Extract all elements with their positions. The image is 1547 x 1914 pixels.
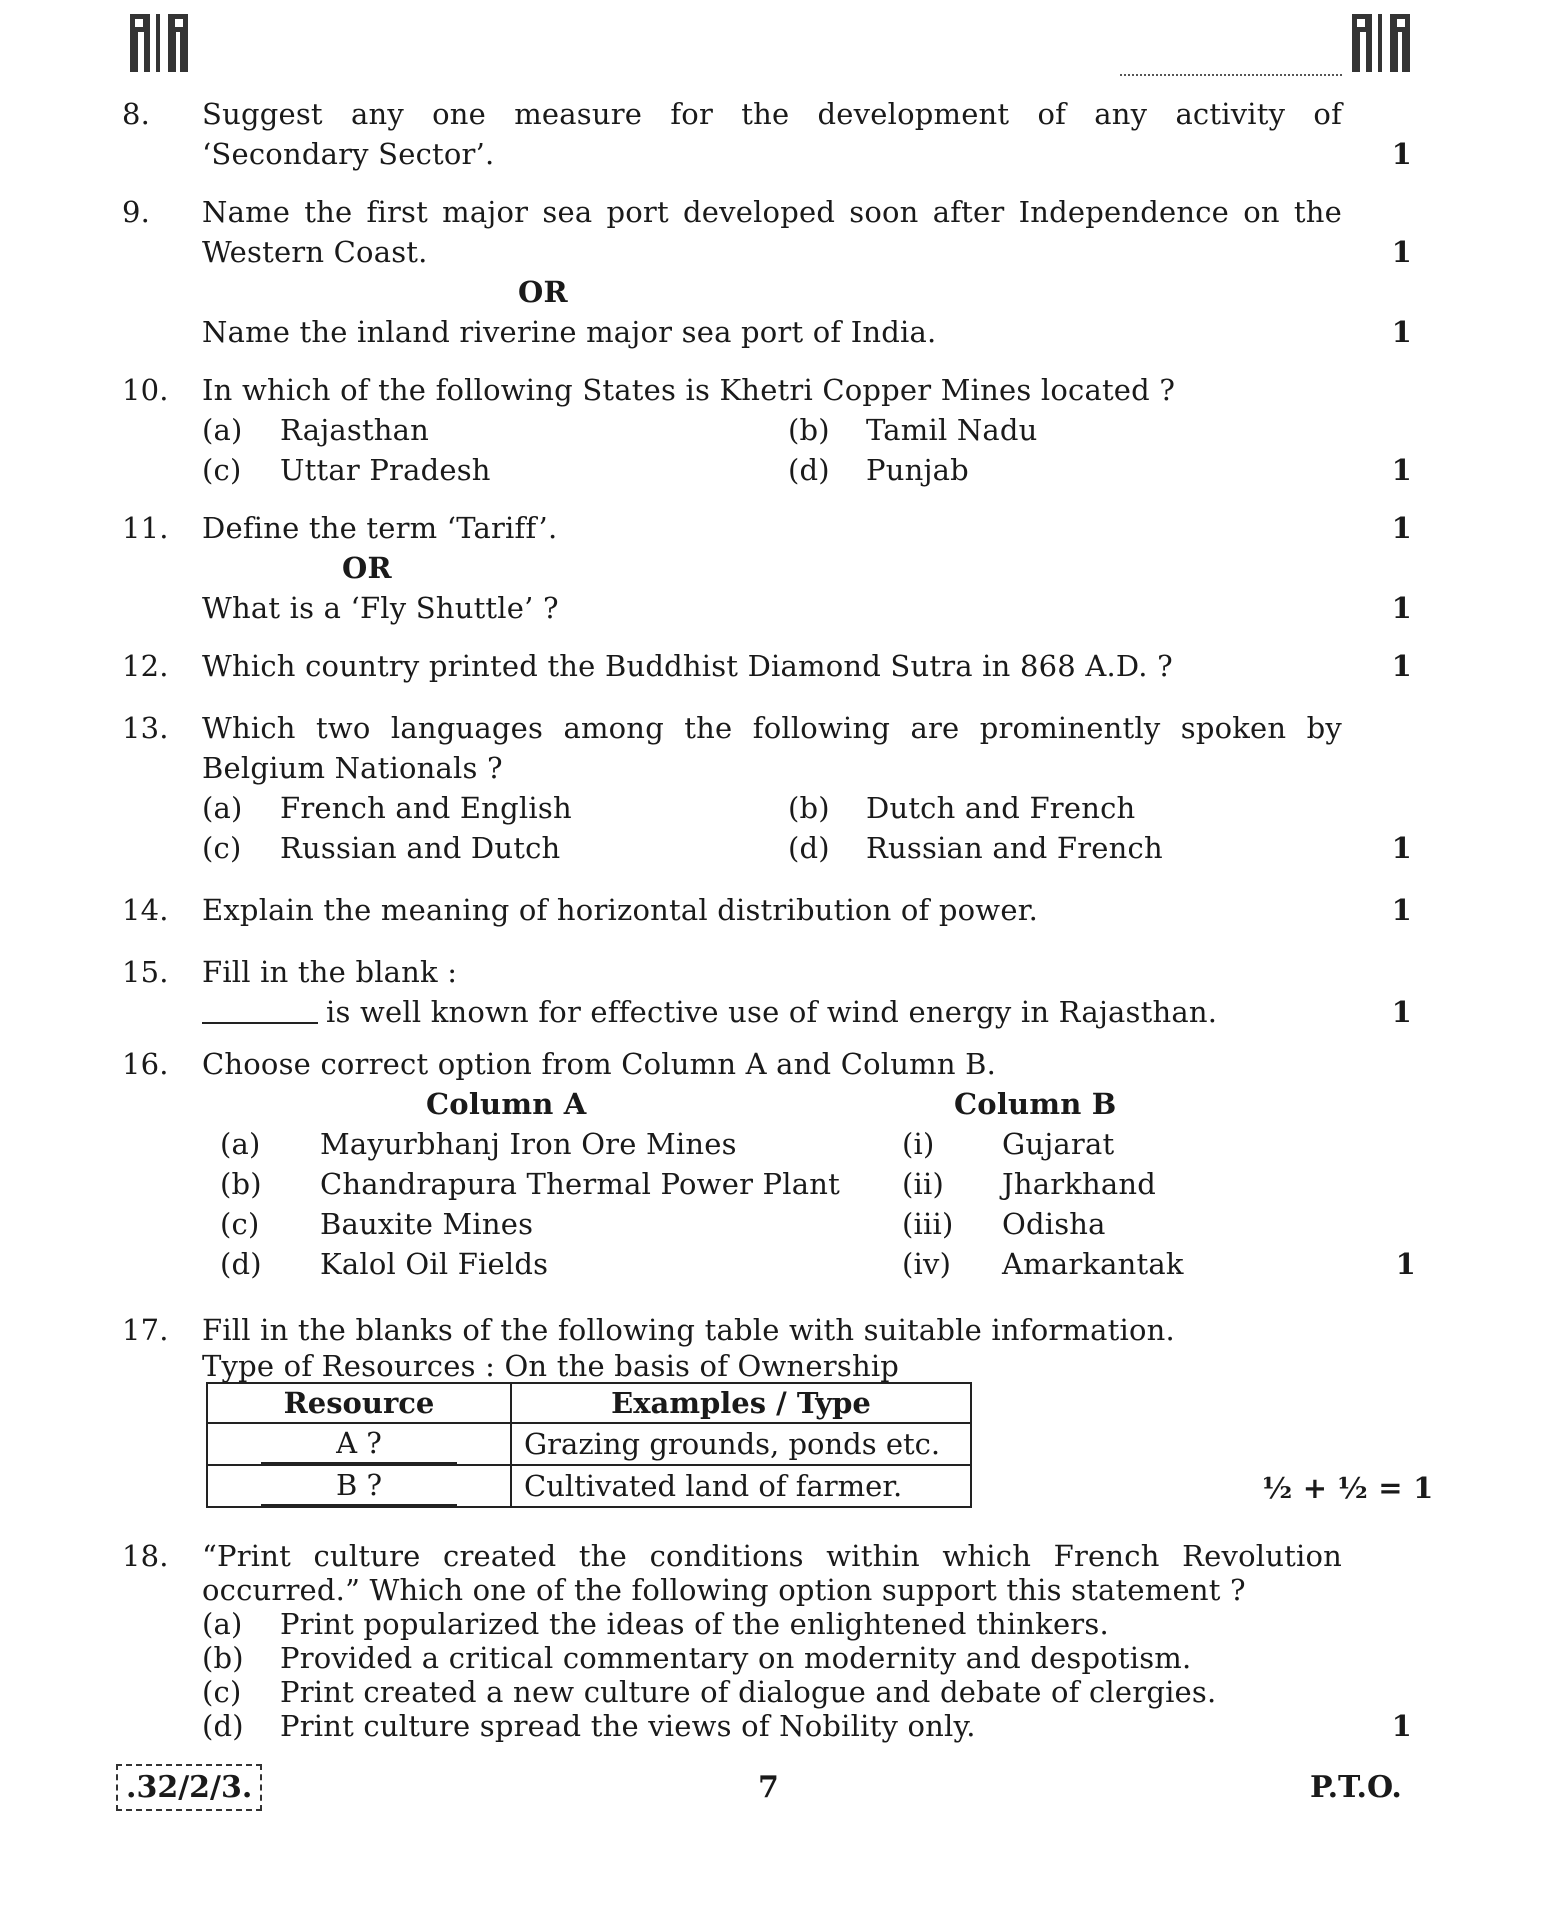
page-number: 7 bbox=[758, 1770, 779, 1805]
question-text: Choose correct option from Column A and Column B. bbox=[202, 1047, 997, 1081]
question-text-alt: Name the inland riverine major sea port of India. bbox=[202, 315, 937, 349]
question-number: 18. bbox=[122, 1539, 169, 1573]
marks: 1 bbox=[1395, 1247, 1416, 1281]
row-label: (a) bbox=[220, 1127, 261, 1161]
option-a: Print popularized the ideas of the enlightened thinkers. bbox=[280, 1607, 1109, 1641]
option-label-d: (d) bbox=[788, 453, 830, 487]
dotted-line bbox=[1120, 74, 1342, 76]
question-text: Fill in the blank : bbox=[202, 955, 458, 989]
option-b: Provided a critical commentary on modernity and despotism. bbox=[280, 1641, 1192, 1675]
option-b: Tamil Nadu bbox=[866, 413, 1038, 447]
table-subtitle: Type of Resources : On the basis of Ownership bbox=[202, 1349, 900, 1383]
table-row bbox=[207, 1423, 971, 1465]
table-header-row bbox=[207, 1383, 971, 1423]
question-text: Which country printed the Buddhist Diamond Sutra in 868 A.D. ? bbox=[202, 649, 1173, 683]
question-text-cont: ‘Secondary Sector’. bbox=[202, 137, 495, 171]
resource-table bbox=[206, 1382, 972, 1508]
question-number: 8. bbox=[122, 97, 151, 131]
question-number: 12. bbox=[122, 649, 169, 683]
option-c: Russian and Dutch bbox=[280, 831, 561, 865]
question-text: “Print culture created the conditions within which French Revolution bbox=[202, 1539, 1342, 1573]
question-text-cont: Belgium Nationals ? bbox=[202, 751, 503, 785]
table-row bbox=[207, 1465, 971, 1507]
marks: 1 bbox=[1391, 893, 1412, 927]
column-a-header: Column A bbox=[426, 1087, 587, 1121]
marks: ½ + ½ = 1 bbox=[1262, 1471, 1434, 1505]
row-numeral: (iii) bbox=[902, 1207, 954, 1241]
question-text: In which of the following States is Khetri Copper Mines located ? bbox=[202, 373, 1176, 407]
option-label-c: (c) bbox=[202, 831, 242, 865]
column-b-header: Column B bbox=[954, 1087, 1117, 1121]
row-label: (d) bbox=[220, 1247, 262, 1281]
option-d: Print culture spread the views of Nobility only. bbox=[280, 1709, 976, 1743]
row-numeral: (ii) bbox=[902, 1167, 944, 1201]
marks: 1 bbox=[1391, 995, 1412, 1029]
option-label-d: (d) bbox=[788, 831, 830, 865]
column-a-item: Kalol Oil Fields bbox=[320, 1247, 549, 1281]
option-label-c: (c) bbox=[202, 453, 242, 487]
column-b-item: Amarkantak bbox=[1002, 1247, 1184, 1281]
column-a-item: Mayurbhanj Iron Ore Mines bbox=[320, 1127, 737, 1161]
marks: 1 bbox=[1391, 315, 1412, 349]
marks: 1 bbox=[1391, 453, 1412, 487]
question-text: Name the first major sea port developed soon after Independence on the bbox=[202, 195, 1342, 229]
column-a-item: Chandrapura Thermal Power Plant bbox=[320, 1167, 840, 1201]
row-numeral: (i) bbox=[902, 1127, 935, 1161]
question-text-cont: is well known for effective use of wind energy in Rajasthan. bbox=[326, 995, 1218, 1029]
marks: 1 bbox=[1391, 831, 1412, 865]
row-label: (c) bbox=[220, 1207, 260, 1241]
option-label-a: (a) bbox=[202, 791, 243, 825]
blank-b: B ? bbox=[261, 1466, 457, 1506]
marks: 1 bbox=[1391, 1709, 1412, 1743]
question-number: 17. bbox=[122, 1313, 169, 1347]
question-text: Which two languages among the following are prominently spoken by bbox=[202, 711, 1342, 745]
column-b-item: Odisha bbox=[1002, 1207, 1106, 1241]
example-cell: Grazing grounds, ponds etc. bbox=[511, 1423, 971, 1465]
question-text: Explain the meaning of horizontal distribution of power. bbox=[202, 893, 1038, 927]
marks: 1 bbox=[1391, 591, 1412, 625]
option-b: Dutch and French bbox=[866, 791, 1136, 825]
question-number: 13. bbox=[122, 711, 169, 745]
option-label-b: (b) bbox=[202, 1641, 244, 1675]
question-text-cont: Western Coast. bbox=[202, 235, 428, 269]
column-a-item: Bauxite Mines bbox=[320, 1207, 534, 1241]
header-resource: Resource bbox=[207, 1383, 511, 1423]
example-cell: Cultivated land of farmer. bbox=[511, 1465, 971, 1507]
question-number: 10. bbox=[122, 373, 169, 407]
or-label: OR bbox=[342, 551, 392, 585]
pto-label: P.T.O. bbox=[1310, 1770, 1402, 1805]
qr-code-right bbox=[1352, 14, 1410, 72]
or-label: OR bbox=[518, 275, 568, 309]
blank-a: A ? bbox=[261, 1424, 457, 1464]
option-d: Punjab bbox=[866, 453, 969, 487]
option-c: Uttar Pradesh bbox=[280, 453, 491, 487]
option-a: Rajasthan bbox=[280, 413, 430, 447]
marks: 1 bbox=[1391, 649, 1412, 683]
option-label-a: (a) bbox=[202, 1607, 243, 1641]
paper-code: .32/2/3. bbox=[116, 1764, 262, 1811]
question-text-alt: What is a ‘Fly Shuttle’ ? bbox=[202, 591, 559, 625]
row-numeral: (iv) bbox=[902, 1247, 952, 1281]
column-b-item: Gujarat bbox=[1002, 1127, 1115, 1161]
column-b-item: Jharkhand bbox=[1002, 1167, 1157, 1201]
question-text: Suggest any one measure for the development of any activity of bbox=[202, 97, 1342, 131]
question-number: 11. bbox=[122, 511, 169, 545]
option-label-b: (b) bbox=[788, 791, 830, 825]
question-text: Define the term ‘Tariff’. bbox=[202, 511, 558, 545]
question-number: 15. bbox=[122, 955, 169, 989]
option-label-b: (b) bbox=[788, 413, 830, 447]
option-a: French and English bbox=[280, 791, 572, 825]
option-label-d: (d) bbox=[202, 1709, 244, 1743]
question-text: Fill in the blanks of the following table with suitable information. bbox=[202, 1313, 1175, 1347]
marks: 1 bbox=[1391, 511, 1412, 545]
question-text-cont: occurred.” Which one of the following option support this statement ? bbox=[202, 1573, 1246, 1607]
question-number: 9. bbox=[122, 195, 151, 229]
marks: 1 bbox=[1391, 137, 1412, 171]
row-label: (b) bbox=[220, 1167, 262, 1201]
marks: 1 bbox=[1391, 235, 1412, 269]
qr-code-left bbox=[130, 14, 188, 72]
option-d: Russian and French bbox=[866, 831, 1163, 865]
option-label-c: (c) bbox=[202, 1675, 242, 1709]
question-number: 14. bbox=[122, 893, 169, 927]
question-number: 16. bbox=[122, 1047, 169, 1081]
header-examples: Examples / Type bbox=[511, 1383, 971, 1423]
fill-blank bbox=[202, 1022, 318, 1024]
option-label-a: (a) bbox=[202, 413, 243, 447]
option-c: Print created a new culture of dialogue and debate of clergies. bbox=[280, 1675, 1217, 1709]
